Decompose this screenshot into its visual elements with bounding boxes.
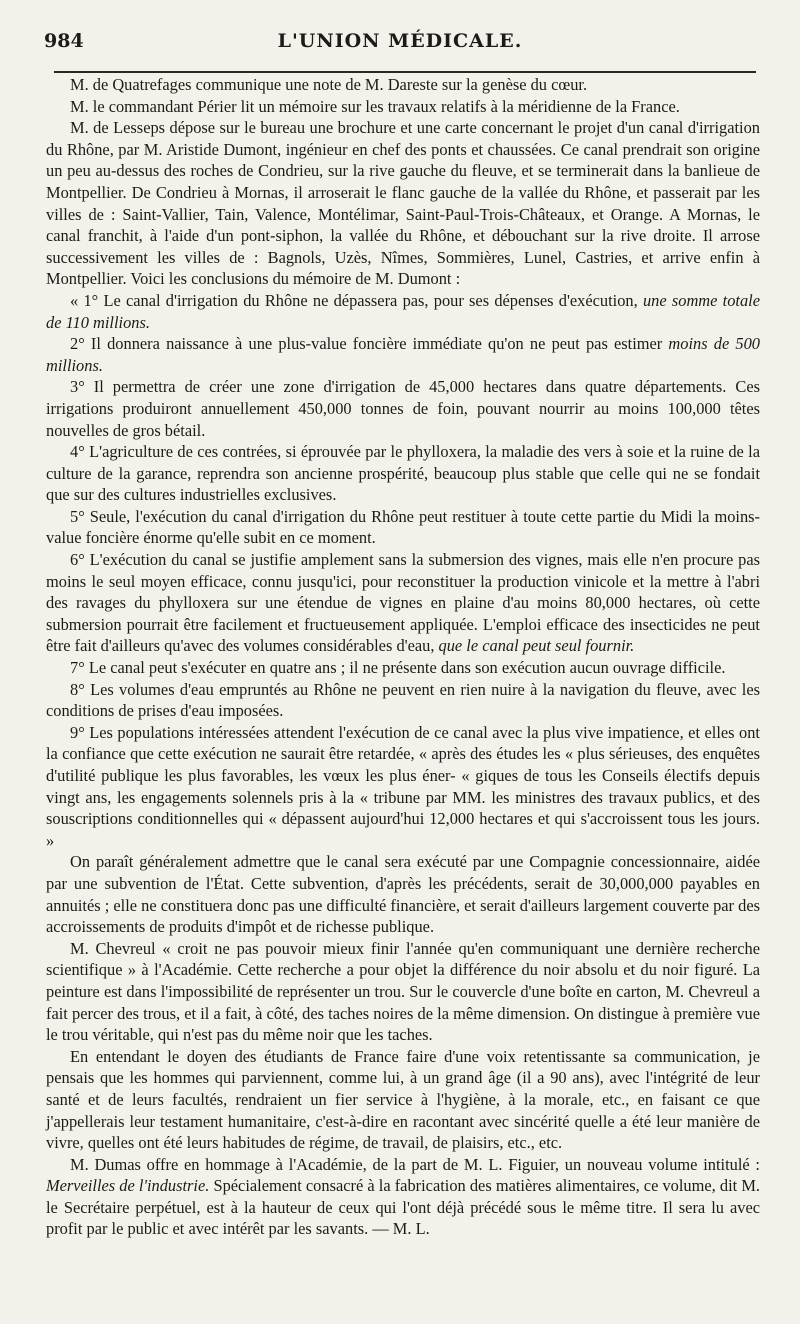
conclusion-9: 9° Les populations intéressées attendent l'exécution de ce canal avec la plus vive impatience, et elles ont la confiance que cette exécution ne saurait être retardée, « après des études les « plus sérieuses, des enquêtes d'utilité publique les plus favorables, les vœux les plus éner- « giques de tous les Conseils électifs depuis vingt ans, les engagements solennels pris à la « tribune par MM. les ministres des travaux publics, et des souscriptions conditionnelles qui « dépassent aujourd'hui 12,000 hectares et qui s'accroissent tous les jours. » [46, 722, 760, 850]
dumas-text-after: Spécialement consacré à la fabrication des matières alimentaires, ce volume, dit M. le Secrétaire perpétuel, est à la hauteur de ceux qui l'ont déjà précédé sous le même titre. Il sera lu avec profit par le public et avec intérêt par les savants. — M. L. [46, 1176, 760, 1239]
article-body [46, 74, 760, 1240]
conclusion-6-text: 6° L'exécution du canal se justifie amplement sans la submersion des vignes, mais elle n'en procure pas moins le seul moyen efficace, connu jusqu'ici, pour reconstituer la production vinicole et la mettre à l'abri des ravages du phylloxera sur une étendue de vignes en plaine d'au moins 80,000 hectares, où cette submersion pourrait être facilement et fructueusement appliquée. L'emploi efficace des insecticides ne peut être fait d'ailleurs qu'avec des volumes considérables d'eau, [46, 550, 760, 656]
running-title: L'UNION MÉDICALE. [277, 30, 523, 52]
conclusion-2-text: 2° Il donnera naissance à une plus-value foncière immédiate qu'on ne peut pas estimer [70, 334, 669, 354]
paragraph-chevreul: M. Chevreul « croit ne pas pouvoir mieux finir l'année qu'en communiquant une dernière recherche scientifique » à l'Académie. Cette recherche a pour objet la différence du noir absolu et du noir figuré. La peinture est dans l'impossibilité de représenter un trou. Sur le couvercle d'une boîte en carton, M. Chevreul a fait percer des trous, et il a fait, à côté, des taches noires de la même dimension. On distingue à première vue le trou véritable, qui n'est pas du même noir que les taches. [46, 938, 760, 1045]
conclusion-2 [46, 333, 760, 376]
conclusion-8: 8° Les volumes d'eau empruntés au Rhône ne peuvent en rien nuire à la navigation du fleuve, avec les conditions de prises d'eau imposées. [46, 679, 760, 721]
conclusion-1-emphasis: une somme totale de 110 millions. [46, 290, 761, 332]
conclusion-7: 7° Le canal peut s'exécuter en quatre ans ; il ne présente dans son exécution aucun ouvrage difficile. [70, 658, 726, 678]
paragraph-quatrefages: M. de Quatrefages communique une note de M. Dareste sur la genèse du cœur. [70, 75, 588, 94]
paragraph-lesseps: M. de Lesseps dépose sur le bureau une brochure et une carte concernant le projet d'un canal d'irrigation du Rhône, par M. Aristide Dumont, ingénieur en chef des ponts et chaussées. Ce canal prendrait son origine un peu au-dessus des roches de Condrieu, sur la rive gauche du fleuve, et se terminerait dans la banlieue de Montpellier. De Condrieu à Mornas, il arroserait le flanc gauche de la vallée du Rhône, et passerait par les villes de : Saint-Vallier, Tain, Valence, Montélimar, Saint-Paul-Trois-Châteaux, et Orange. A Mornas, le canal franchit, à l'aide d'un pont-siphon, la vallée du Rhône, et débouchant sur la rive droite. Il arrose successivement les villes de : Bagnols, Uzès, Nîmes, Sommières, Lunel, Castries, et arrive enfin à Montpellier. Voici les conclusions du mémoire de M. Dumont : [46, 118, 760, 289]
page-header [44, 30, 756, 66]
conclusion-6 [46, 549, 760, 657]
conclusion-5: 5° Seule, l'exécution du canal d'irrigation du Rhône peut restituer à toute cette partie du Midi la moins-value foncière énorme qu'elle subit en ce moment. [46, 506, 760, 548]
conclusion-3: 3° Il permettra de créer une zone d'irrigation de 45,000 hectares dans quatre départements. Ces irrigations produiront annuellement 450,000 tonnes de foin, pouvant nourrir au moins 100,000 têtes nouvelles de gros bétail. [46, 377, 760, 440]
paragraph-doyen: En entendant le doyen des étudiants de France faire d'une voix retentissante sa communication, je pensais que les hommes qui parviennent, comme lui, à un grand âge (il a 90 ans), avec l'intégrité de leur santé et de leurs facultés, rendraient un fier service à l'hygiène, à la morale, etc., en faisant ce que j'appellerais leur testament humanitaire, c'est-à-dire en racontant avec sincérité quelle a été leur manière de vivre, quelles ont été leurs habitudes de régime, de travail, de plaisirs, etc., etc. [46, 1046, 760, 1153]
conclusion-4: 4° L'agriculture de ces contrées, si éprouvée par le phylloxera, la maladie des vers à soie et la ruine de la culture de la garance, reprendra son ancienne prospérité, beaucoup plus stable que celle qui ne se fondait que sur des cultures industrielles exclusives. [46, 442, 760, 505]
dumas-book-title: Merveilles de l'industrie. [46, 1176, 210, 1196]
dumas-text-before: M. Dumas offre en hommage à l'Académie, de la part de M. L. Figuier, un nouveau volume intitulé : [70, 1154, 760, 1174]
conclusion-2-emphasis: moins de 500 millions. [46, 334, 760, 375]
paragraph-perier: M. le commandant Périer lit un mémoire sur les travaux relatifs à la méridienne de la France. [70, 96, 680, 116]
conclusion-1-text: « 1° Le canal d'irrigation du Rhône ne dépassera pas, pour ses dépenses d'exécution, [70, 290, 643, 310]
page-number: 984 [44, 30, 84, 52]
header-rule [54, 71, 756, 73]
conclusion-6-emphasis: que le canal peut seul fournir. [438, 636, 635, 656]
paragraph-dumas [46, 1154, 760, 1240]
paragraph-subvention: On paraît généralement admettre que le canal sera exécuté par une Compagnie concessionnaire, aidée par une subvention de l'État. Cette subvention, d'après les précédents, serait de 30,000,000 payables en annuités ; elle ne constituera donc pas une difficulté financière, et serait d'ailleurs largement couverte par des accroissements de produits d'impôt et de richesse publique. [46, 852, 760, 937]
conclusion-1 [46, 290, 760, 333]
